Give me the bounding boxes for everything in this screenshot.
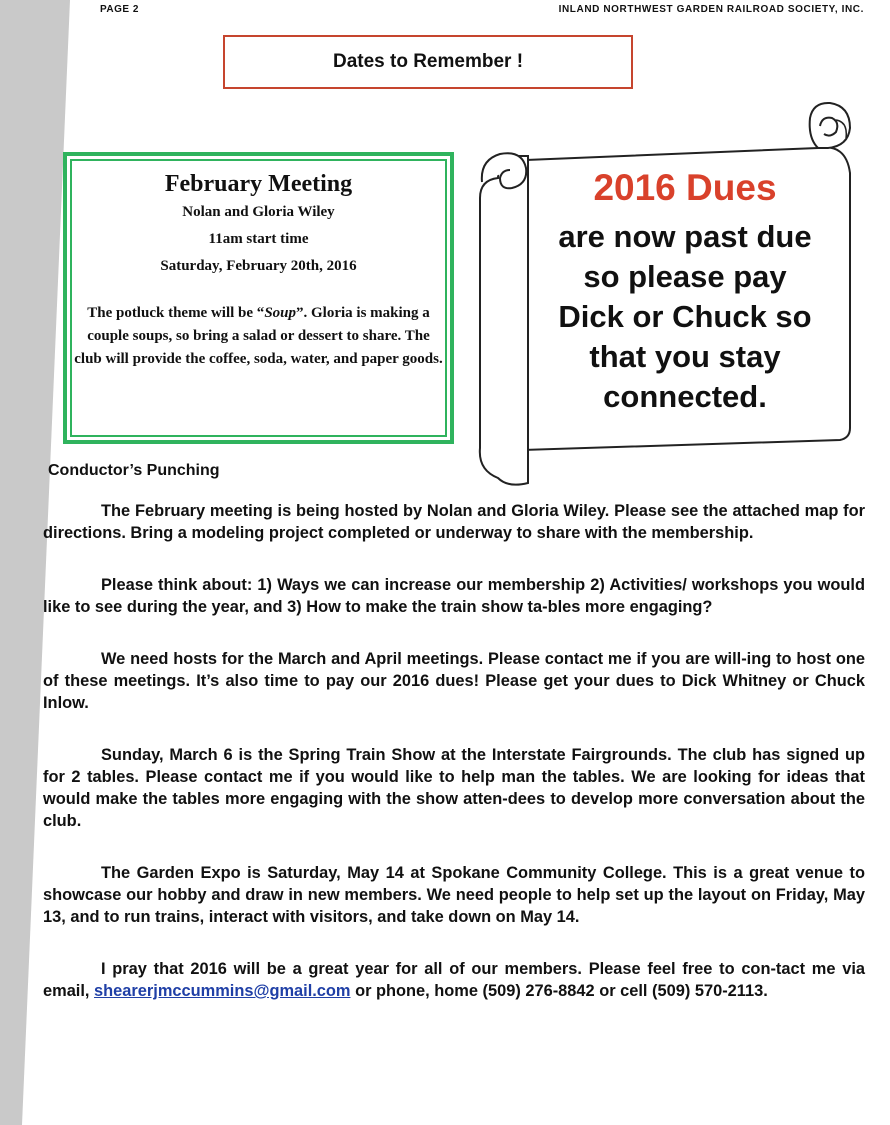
section-heading: Conductor’s Punching [48,462,220,479]
organization-name: INLAND NORTHWEST GARDEN RAILROAD SOCIETY, INC. [558,4,864,15]
potluck-note [72,302,445,371]
dues-reminder [525,165,845,417]
article-body [43,500,865,1032]
potluck-note-start: The potluck theme will be “ [87,305,265,321]
email-link[interactable]: shearerjmccummins@gmail.com [94,982,351,1000]
dues-line-5: connected. [603,379,767,414]
february-meeting-inner [70,159,447,437]
dates-to-remember-title: Dates to Remember ! [332,51,524,72]
potluck-note-end: ”. Gloria is making a couple soups, so bring a salad or dessert to share. The club will provide the coffee, soda, water, and paper goods. [74,305,443,367]
paragraph-1: The February meeting is being hosted by Nolan and Gloria Wiley. Please see the attached map for directions. Bring a modeling project completed or underway to share with the membership. [43,502,865,542]
paragraph-6 [43,958,865,1002]
dues-line-4: that you stay [589,339,781,374]
meeting-title: February Meeting [164,171,353,197]
meeting-date: Saturday, February 20th, 2016 [160,258,357,274]
dues-message [525,217,845,417]
paragraph-6-start: I pray that 2016 will be a great year for all of our members. Please feel free to con-tact me via email, [43,960,865,1000]
dates-to-remember-banner [223,35,633,89]
paragraph-4: Sunday, March 6 is the Spring Train Show at the Interstate Fairgrounds. The club has signed up for 2 tables. Please contact me if you would like to help man the tables. We are looking for ideas that would make the tables more engaging with the show atten-dees to develop more conversation about the club. [43,746,865,830]
paragraph-3: We need hosts for the March and April meetings. Please contact me if you are will-ing to host one of these meetings. It’s also time to pay our 2016 dues! Please get your dues to Dick Whitney or Chuck Inlow. [43,650,865,712]
meeting-hosts: Nolan and Gloria Wiley [182,204,335,220]
paragraph-2: Please think about: 1) Ways we can increase our membership 2) Activities/ workshops you would like to see during the year, and 3) How to make the train show ta-bles more engaging? [43,576,865,616]
page-number: PAGE 2 [100,4,139,15]
paragraph-6-end: or phone, home (509) 276-8842 or cell (509) 570-2113. [350,982,768,1000]
february-meeting-box [63,152,454,444]
dues-line-2: so please pay [583,259,787,294]
meeting-time: 11am start time [208,231,309,247]
dues-heading: 2016 Dues [593,167,777,208]
potluck-theme: Soup [264,305,296,321]
dues-line-3: Dick or Chuck so [558,299,812,334]
paragraph-5: The Garden Expo is Saturday, May 14 at Spokane Community College. This is a great venue to showcase our hobby and draw in new members. We need people to help set up the layout on Friday, May 13, and to run trains, interact with visitors, and take down on May 14. [43,864,865,926]
dues-line-1: are now past due [558,219,812,254]
